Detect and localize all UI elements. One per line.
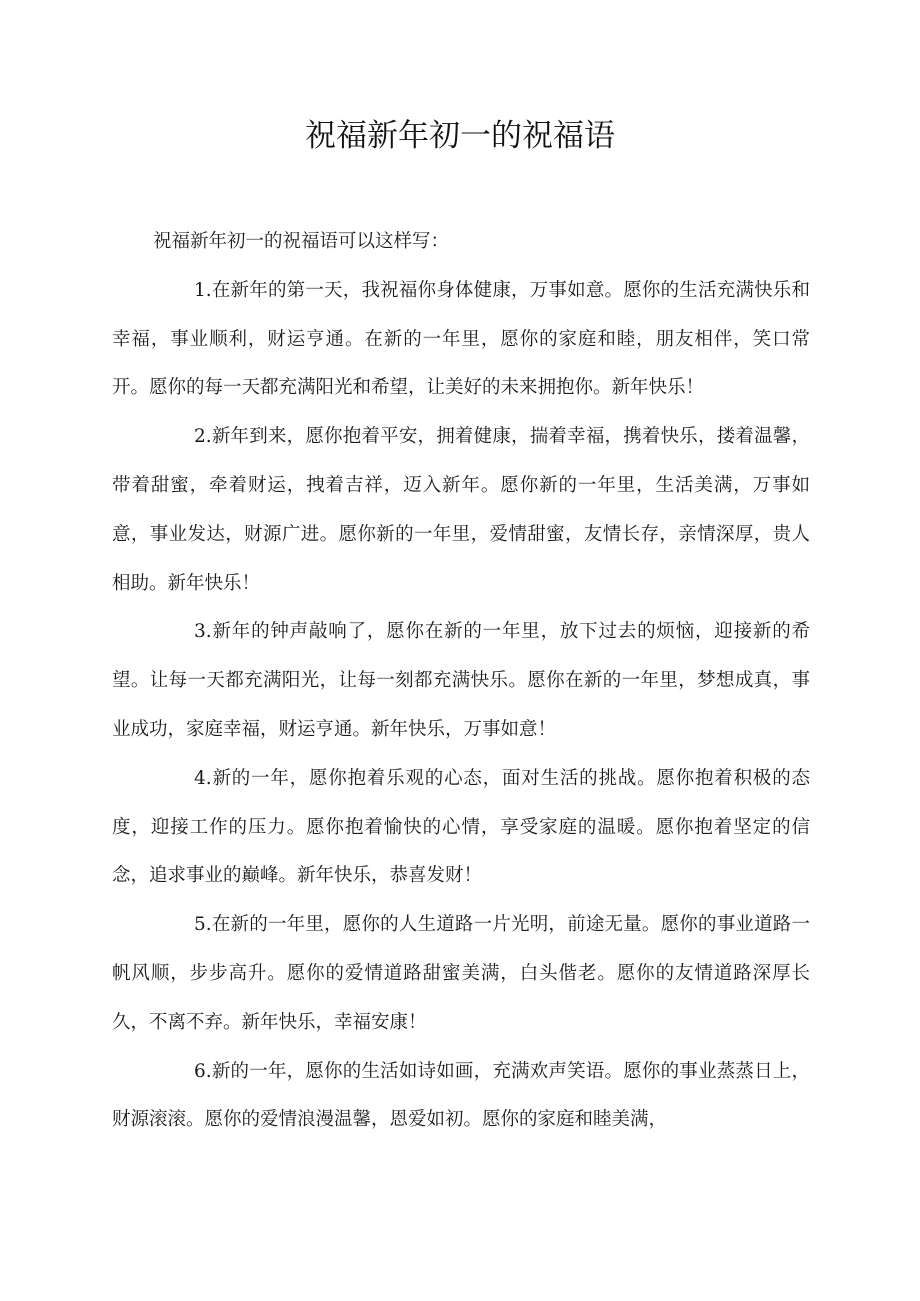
item-number: 2 <box>194 426 206 448</box>
list-item-4 <box>112 755 810 901</box>
list-item-1 <box>112 267 810 413</box>
list-item-6 <box>112 1048 810 1146</box>
item-text: .新的一年，愿你的生活如诗如画，充满欢声笑语。愿你的事业蒸蒸日上，财源滚滚。愿你的爱情浪漫温馨，恩爱如初。愿你的家庭和睦美满， <box>112 1060 810 1131</box>
document-body <box>112 218 810 1145</box>
list-item-3 <box>112 608 810 754</box>
document-title: 祝福新年初一的祝福语 <box>305 118 615 154</box>
item-text: .新年的钟声敲响了，愿你在新的一年里，放下过去的烦恼，迎接新的希望。让每一天都充满阳光，让每一刻都充满快乐。愿你在新的一年里，梦想成真，事业成功，家庭幸福，财运亨通。新年快乐，万事如意！ <box>112 621 810 740</box>
list-item-5 <box>112 901 810 1047</box>
item-text: .在新的一年里，愿你的人生道路一片光明，前途无量。愿你的事业道路一帆风顺，步步高升。愿你的爱情道路甜蜜美满，白头偕老。愿你的友情道路深厚长久，不离不弃。新年快乐，幸福安康！ <box>112 914 810 1033</box>
item-text: .在新年的第一天，我祝福你身体健康，万事如意。愿你的生活充满快乐和幸福，事业顺利，财运亨通。在新的一年里，愿你的家庭和睦，朋友相伴，笑口常开。愿你的每一天都充满阳光和希望，让美好的未来拥抱你。新年快乐！ <box>112 279 810 399</box>
item-number: 5 <box>194 914 206 936</box>
item-number: 3 <box>194 621 206 643</box>
item-number: 6 <box>194 1060 206 1082</box>
item-number: 1 <box>194 279 206 301</box>
list-item-2 <box>112 413 810 608</box>
item-text: .新年到来，愿你抱着平安，拥着健康，揣着幸福，携着快乐，搂着温馨，带着甜蜜，牵着财运，拽着吉祥，迈入新年。愿你新的一年里，生活美满，万事如意，事业发达，财源广进。愿你新的一年里，爱情甜蜜，友情长存，亲情深厚，贵人相助。新年快乐！ <box>112 426 810 594</box>
item-text: .新的一年，愿你抱着乐观的心态，面对生活的挑战。愿你抱着积极的态度，迎接工作的压力。愿你抱着愉快的心情，享受家庭的温暖。愿你抱着坚定的信念，追求事业的巅峰。新年快乐，恭喜发财！ <box>112 767 810 887</box>
intro-paragraph: 祝福新年初一的祝福语可以这样写： <box>153 231 450 252</box>
item-number: 4 <box>194 767 206 789</box>
